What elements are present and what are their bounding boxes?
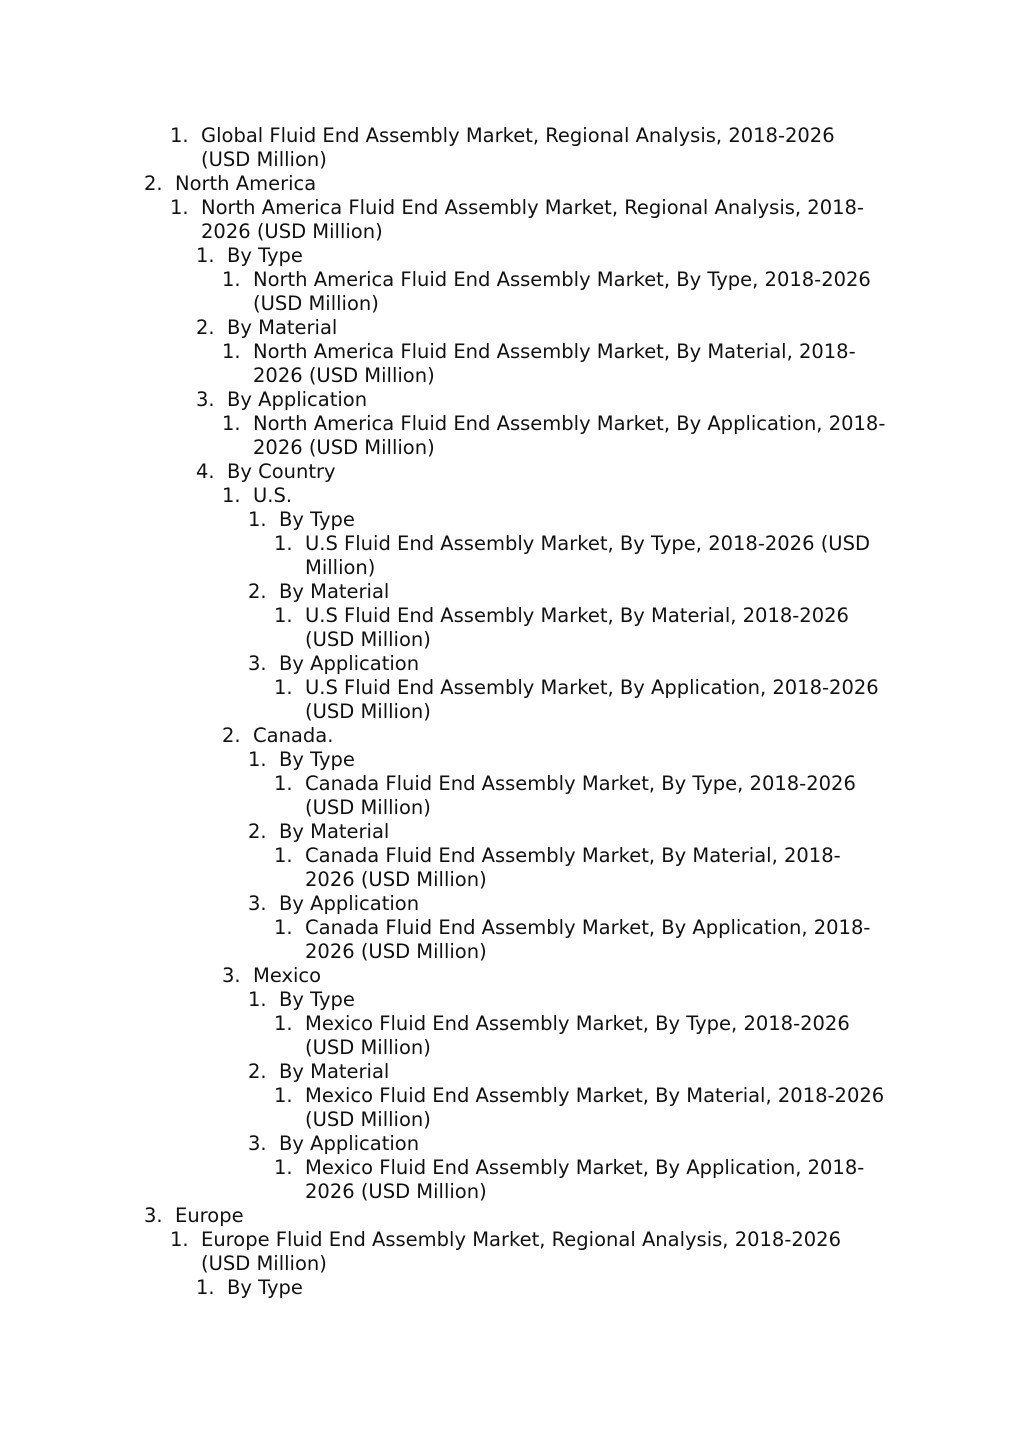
list-number: 1. (170, 1228, 189, 1251)
list-item-text: By Application (227, 388, 368, 411)
outline-item (0, 1060, 1023, 1084)
list-number: 4. (196, 460, 215, 483)
list-item-text: U.S Fluid End Assembly Market, By Application, 2018-2026 (305, 676, 879, 699)
list-item-text: U.S. (253, 484, 293, 507)
outline-item (0, 988, 1023, 1012)
outline-item (0, 172, 1023, 196)
list-item-text: By Type (279, 748, 355, 771)
outline-item (0, 844, 1023, 868)
outline-item (0, 652, 1023, 676)
outline-item (0, 1084, 1023, 1108)
list-item-text: North America Fluid End Assembly Market, Regional Analysis, 2018- (201, 196, 864, 219)
list-item-text: Mexico (253, 964, 322, 987)
outline-item-continuation (0, 436, 1023, 460)
list-number: 1. (222, 484, 241, 507)
outline-item (0, 412, 1023, 436)
list-number: 3. (248, 1132, 267, 1155)
outline-item (0, 268, 1023, 292)
outline-item-continuation (0, 1036, 1023, 1060)
list-number: 3. (222, 964, 241, 987)
outline-item (0, 388, 1023, 412)
list-number: 2. (196, 316, 215, 339)
outline-item-continuation (0, 148, 1023, 172)
list-item-text: Mexico Fluid End Assembly Market, By Material, 2018-2026 (305, 1084, 885, 1107)
list-number: 1. (196, 1276, 215, 1299)
list-item-text: By Material (279, 1060, 390, 1083)
list-item-text: 2026 (USD Million) (305, 868, 487, 891)
outline-item (0, 196, 1023, 220)
list-item-text: By Material (279, 820, 390, 843)
list-item-text: 2026 (USD Million) (253, 436, 435, 459)
outline-item (0, 964, 1023, 988)
list-number: 1. (248, 748, 267, 771)
list-number: 2. (248, 1060, 267, 1083)
list-item-text: (USD Million) (305, 700, 431, 723)
list-number: 1. (222, 268, 241, 291)
list-number: 1. (274, 532, 293, 555)
list-number: 1. (274, 1084, 293, 1107)
list-item-text: Canada Fluid End Assembly Market, By Application, 2018- (305, 916, 871, 939)
list-item-text: Global Fluid End Assembly Market, Regional Analysis, 2018-2026 (201, 124, 835, 147)
outline-item (0, 484, 1023, 508)
outline-item (0, 1228, 1023, 1252)
outline-item (0, 460, 1023, 484)
list-item-text: (USD Million) (253, 292, 379, 315)
list-item-text: (USD Million) (305, 628, 431, 651)
outline-item (0, 1156, 1023, 1180)
list-number: 1. (196, 244, 215, 267)
outline-item (0, 124, 1023, 148)
list-item-text: (USD Million) (305, 1036, 431, 1059)
list-number: 3. (248, 892, 267, 915)
list-item-text: 2026 (USD Million) (305, 940, 487, 963)
outline-item (0, 820, 1023, 844)
outline-item-continuation (0, 940, 1023, 964)
list-item-text: By Country (227, 460, 336, 483)
list-number: 3. (248, 652, 267, 675)
list-item-text: By Application (279, 1132, 420, 1155)
list-item-text: By Type (227, 244, 303, 267)
list-item-text: U.S Fluid End Assembly Market, By Material, 2018-2026 (305, 604, 849, 627)
outline-item (0, 772, 1023, 796)
list-item-text: Million) (305, 556, 376, 579)
list-item-text: North America Fluid End Assembly Market, By Application, 2018- (253, 412, 886, 435)
list-item-text: North America (175, 172, 317, 195)
outline-item (0, 1132, 1023, 1156)
list-number: 1. (222, 412, 241, 435)
list-item-text: 2026 (USD Million) (253, 364, 435, 387)
list-item-text: Canada Fluid End Assembly Market, By Material, 2018- (305, 844, 841, 867)
list-item-text: (USD Million) (201, 148, 327, 171)
list-number: 1. (170, 196, 189, 219)
list-item-text: Europe Fluid End Assembly Market, Regional Analysis, 2018-2026 (201, 1228, 841, 1251)
list-item-text: (USD Million) (305, 1108, 431, 1131)
list-item-text: By Material (279, 580, 390, 603)
list-number: 1. (274, 1156, 293, 1179)
outline-item-continuation (0, 628, 1023, 652)
list-number: 1. (274, 916, 293, 939)
outline-item-continuation (0, 556, 1023, 580)
list-number: 2. (248, 820, 267, 843)
outline-item-continuation (0, 364, 1023, 388)
list-item-text: (USD Million) (201, 1252, 327, 1275)
list-item-text: (USD Million) (305, 796, 431, 819)
outline-item (0, 1012, 1023, 1036)
list-number: 1. (274, 604, 293, 627)
outline-item-continuation (0, 700, 1023, 724)
list-number: 1. (274, 1012, 293, 1035)
list-item-text: By Type (279, 508, 355, 531)
list-item-text: Europe (175, 1204, 244, 1227)
list-item-text: Canada Fluid End Assembly Market, By Type, 2018-2026 (305, 772, 856, 795)
list-item-text: North America Fluid End Assembly Market, By Type, 2018-2026 (253, 268, 871, 291)
outline-item-continuation (0, 868, 1023, 892)
list-item-text: Mexico Fluid End Assembly Market, By Type, 2018-2026 (305, 1012, 850, 1035)
outline-item (0, 604, 1023, 628)
list-number: 1. (274, 844, 293, 867)
list-item-text: U.S Fluid End Assembly Market, By Type, 2018-2026 (USD (305, 532, 870, 555)
list-number: 1. (170, 124, 189, 147)
outline-item (0, 580, 1023, 604)
list-number: 1. (248, 508, 267, 531)
list-item-text: 2026 (USD Million) (305, 1180, 487, 1203)
outline-item (0, 1204, 1023, 1228)
outline-item-continuation (0, 1252, 1023, 1276)
outline-item (0, 916, 1023, 940)
outline-item (0, 532, 1023, 556)
list-number: 1. (248, 988, 267, 1011)
list-item-text: Canada. (253, 724, 334, 747)
outline-item (0, 244, 1023, 268)
list-number: 2. (144, 172, 163, 195)
list-item-text: By Type (227, 1276, 303, 1299)
outline-item (0, 340, 1023, 364)
list-item-text: 2026 (USD Million) (201, 220, 383, 243)
list-number: 2. (222, 724, 241, 747)
outline-item (0, 748, 1023, 772)
outline-item (0, 1276, 1023, 1300)
list-number: 2. (248, 580, 267, 603)
outline-item (0, 316, 1023, 340)
list-number: 1. (274, 772, 293, 795)
list-item-text: By Material (227, 316, 338, 339)
list-number: 1. (222, 340, 241, 363)
outline-item-continuation (0, 292, 1023, 316)
outline-item-continuation (0, 220, 1023, 244)
outline-item-continuation (0, 1108, 1023, 1132)
list-item-text: By Application (279, 652, 420, 675)
outline-item (0, 724, 1023, 748)
list-number: 3. (196, 388, 215, 411)
outline-item (0, 508, 1023, 532)
list-item-text: Mexico Fluid End Assembly Market, By Application, 2018- (305, 1156, 865, 1179)
outline-item-continuation (0, 796, 1023, 820)
outline-item-continuation (0, 1180, 1023, 1204)
list-item-text: By Type (279, 988, 355, 1011)
list-item-text: North America Fluid End Assembly Market, By Material, 2018- (253, 340, 856, 363)
list-number: 1. (274, 676, 293, 699)
list-item-text: By Application (279, 892, 420, 915)
outline-item (0, 676, 1023, 700)
outline-item (0, 892, 1023, 916)
list-number: 3. (144, 1204, 163, 1227)
